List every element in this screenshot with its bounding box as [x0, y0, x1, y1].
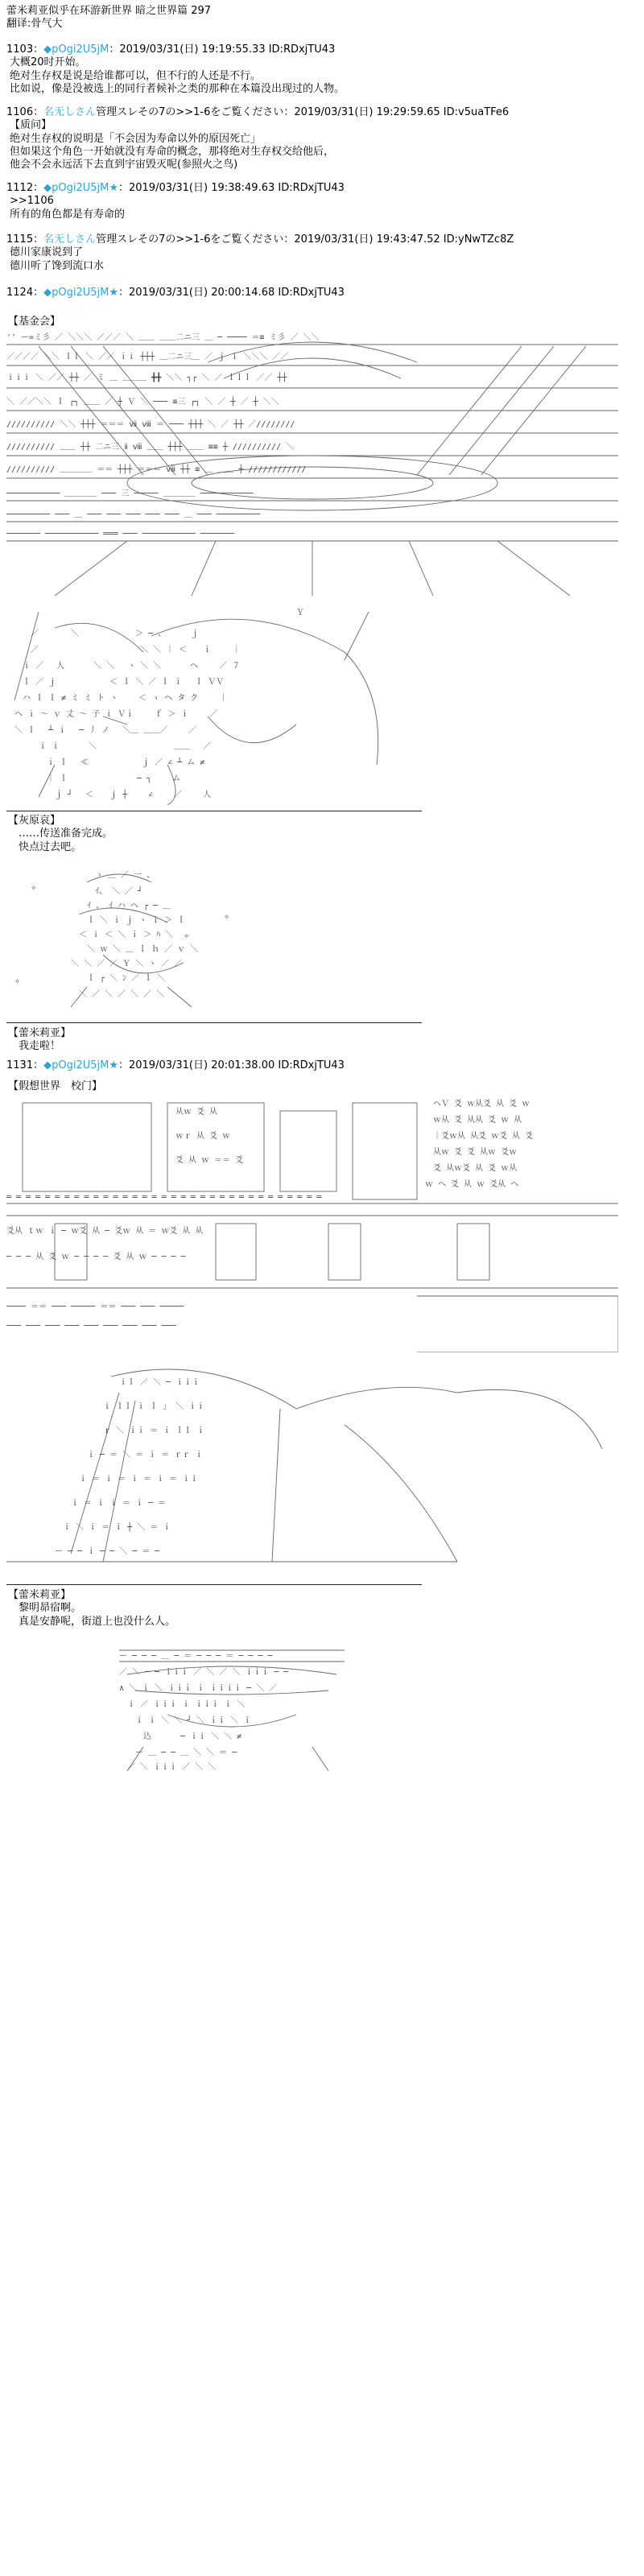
svg-text:////////// ＼＼ ┼┼┼ ＝＝＝ ⅶ ⅷ ＝ ──: ////////// ＼＼ ┼┼┼ ＝＝＝ ⅶ ⅷ ＝ ─── ┼┼┼ ＼ ／ ┼┼ ／//////// [6, 420, 295, 429]
svg-text:ｉｉｉ ＼ ／／ ┼┼ ／ ミ ＿ ＿＿＿ ╋╋ ＼＼ ┐┌: ｉｉｉ ＼ ／／ ┼┼ ／ ミ ＿ ＿＿＿ ╋╋ ＼＼ ┐┌ ＼ ／ ｌｌｌ ／／ ┼┼ [6, 374, 287, 382]
svg-text:ｉ ／ 人 ＼ ＼ ヽ ＼ ＼ ヘ ／: ｉ ／ 人 ＼ ＼ ヽ ＼ ＼ ヘ ／ ７ [23, 662, 241, 671]
caption-remilia-1: 【蕾米莉亚】 我走啦！ [8, 1027, 72, 1053]
svg-text:ー ─ ─ ─ ＿ ─ ＝ ─ ─ ─ ＝ ─ ─ ─ ─: ー ─ ─ ─ ＿ ─ ＝ ─ ─ ─ ＝ ─ ─ ─ ─ [119, 1652, 273, 1661]
post-header [6, 106, 634, 119]
separator [6, 1584, 422, 1585]
svg-text:ｒ ＼ ｉｉ ＝ ｉ ｌｌ ｉ: ｒ ＼ ｉｉ ＝ ｉ ｌｌ ｉ [103, 1426, 205, 1435]
svg-text:ｗ ヘ 爻 从 ｗ 爻从 ヘ: ｗ ヘ 爻 从 ｗ 爻从 ヘ [425, 1180, 519, 1189]
ascii-art-remilia-scythe [6, 1360, 618, 1578]
svg-text:＼ ｗ ＼ ＿ ｌ ｈ ／ ｖ ＼: ＼ ｗ ＼ ＿ ｌ ｈ ／ ｖ ＼ [87, 945, 199, 954]
svg-text:✧: ✧ [31, 881, 37, 893]
svg-text:＼ ／／＼＼ ｌ ┌┐ ＿＿ ／ ┼ Ｖ ＼ ─── ≡三: ＼ ／／＼＼ ｌ ┌┐ ＿＿ ／ ┼ Ｖ ＼ ─── ≡三 ┌┐ ＼ ／ ┼ ／ ┼ ＼＼ [6, 398, 279, 407]
svg-text:ｊ ┘ ＜ ｊ ┼ ∠ ／ 人: ｊ ┘ ＜ ｊ ┼ ∠ ／ 人 [55, 791, 212, 799]
svg-text:─── ─── ─── ─── ─── ─── ─── ──: ─── ─── ─── ─── ─── ─── ─── ─── ─── [6, 1322, 176, 1331]
star-icon: ★ [109, 287, 118, 299]
title-line-2: 翻译:骨气大 [6, 18, 63, 31]
post-1115 [6, 233, 634, 273]
post-meta: 管理スレその7の>>1-6をご覧ください：2019/03/31(日) 19:43:47.52 ID:yNwTZc8Z [96, 233, 514, 246]
svg-text:ｉ ｉ ＼ ＿＿ ／: ｉ ｉ ＼ ＿＿ ／ [39, 742, 212, 751]
svg-text:✧: ✧ [184, 930, 190, 941]
post-1124 [6, 287, 634, 299]
svg-text:／ ＼ ＼ ｜ ＜ ｉ ｜: ／ ＼ ＼ ｜ ＜ ｉ ｜ [31, 646, 241, 654]
poster-name: ◆pOgi2U5jM [43, 43, 109, 56]
post-number[interactable]: 1131： [6, 1059, 44, 1071]
ascii-art-foundation-hall [6, 330, 618, 596]
post-header [6, 182, 634, 195]
svg-text:＼ ｌ ┴ ｉ ─ 丿 ノ ＼＿ ＿＿／ ／: ＼ ｌ ┴ ｉ ─ 丿 ノ ＼＿ ＿＿／ ／ [14, 726, 197, 735]
caption-foundation: 【基金会】 [8, 316, 61, 328]
svg-text:ヽ ＿ ／ 一 、: ヽ ＿ ／ 一 、 [95, 871, 155, 880]
svg-text:ｌ ┌ ＼ ﾝ ／ ｌ ＼: ｌ ┌ ＼ ﾝ ／ ｌ ＼ [87, 974, 166, 983]
svg-text:Ｙ: Ｙ [296, 609, 304, 617]
svg-text:／ ＼ ＞ ─ 、 ｊ: ／ ＼ ＞ ─ 、 ｊ [31, 630, 200, 638]
svg-text:──── ＝＝ ─── ───── ＝＝ ─── ─── ─: ──── ＝＝ ─── ───── ＝＝ ─── ─── ───── [6, 1302, 184, 1311]
ascii-art-haibara-face [6, 604, 457, 805]
post-meta: ：2019/03/31(日) 19:38:49.63 ID:RDxjTU43 [118, 182, 345, 194]
poster-name: ◆pOgi2U5jM [43, 182, 109, 194]
svg-text:爻从 ｔｗ ｉ ─ ｗ爻 从 ─ 爻ｗ 从 ＝ ｗ爻 从 从: 爻从 ｔｗ ｉ ─ ｗ爻 从 ─ 爻ｗ 从 ＝ ｗ爻 从 从 [6, 1227, 204, 1236]
svg-text:｜爻ｗ从 从爻 ｗ爻 从 爻: ｜爻ｗ从 从爻 ｗ爻 从 爻 [433, 1132, 534, 1141]
svg-text:ハ ｌ ｌ ≠ ミ ミ ト ヽ ＜ ゝ ヘ タ ク: ハ ｌ ｌ ≠ ミ ミ ト ヽ ＜ ゝ ヘ タ ク ｜ [23, 694, 228, 703]
post-header [6, 43, 634, 56]
svg-text:ｲ、 ＼ ／ ┘: ｲ、 ＼ ／ ┘ [95, 887, 143, 896]
separator [6, 1022, 422, 1023]
svg-text:ｉ ＝ ｉ ｉ ＝ ｉ ─ ＝: ｉ ＝ ｉ ｉ ＝ ｉ ─ ＝ [71, 1499, 167, 1508]
svg-text:込 ─ ｉｉ ＼ ＼ ≠: 込 ─ ｉｉ ＼ ＼ ≠ [143, 1732, 242, 1741]
poster-name: 名无しさん [43, 106, 97, 118]
svg-text:ｉ ｉ ＼ ＼ ┘ ＼ ｉｉ ＼ ｉ: ｉ ｉ ＼ ＼ ┘ ＼ ｉｉ ＼ ｉ [135, 1716, 252, 1725]
svg-text:////////// ＿＿ ┼┼ 二ニ三 ⅱ ⅷ ＿＿ ┼┼: ////////// ＿＿ ┼┼ 二ニ三 ⅱ ⅷ ＿＿ ┼┼┼ ＿＿ ≡≡ ┼ ////////// ＼ [6, 443, 295, 452]
svg-text:ｉ ｌｌ ｉ ｌ 」 ＼ ｉｉ: ｉ ｌｌ ｉ ｌ 」 ＼ ｉｉ [103, 1402, 205, 1411]
post-body: 大概20时开始。 绝对生存权是说是给谁都可以，但不行的人还是不行。 比如说，像是没被选上的同行者候补之类的那种在本篇没出现过的人物。 [10, 56, 345, 95]
caption-haibara: 【灰原哀】 ……传送准备完成。 快点过去吧。 [8, 815, 114, 853]
post-body: >>1106 所有的角色都是有寿命的 [10, 195, 126, 221]
post-header [6, 1059, 634, 1072]
thread-title [6, 5, 634, 31]
post-body: 【质问】 绝对生存权的说明是「不会因为寿命以外的原因死亡」 但如果这个角色一开始就没有寿命的概念，那将绝对生存权交给他后， 他会不会永远活下去直到宇宙毁灭呢(参照火之鸟) [10, 119, 335, 171]
svg-text:─────────── ＿＿＿＿ ─── 三 ───── ＿: ─────────── ＿＿＿＿ ─── 三 ───── ＿＿＿＿ ─────────── [6, 489, 254, 498]
post-1106 [6, 106, 634, 171]
ascii-art-remilia-standing [6, 1642, 457, 1771]
post-number[interactable]: 1112： [6, 182, 44, 194]
post-header [6, 287, 634, 299]
svg-text:ー ＿ ─ ─ ＿ ＼ ＼ ＝ ─: ー ＿ ─ ─ ＿ ＼ ＼ ＝ ─ [135, 1748, 237, 1757]
svg-text:ｌ ＼ ｉ ｊ ヽ ｉ ＞ ｌ: ｌ ＼ ｉ ｊ ヽ ｉ ＞ ｌ [87, 916, 186, 925]
svg-text:───────── ─── ＿ ─── ─── ─── ──: ───────── ─── ＿ ─── ─── ─── ─── ─── ＿ ─── ───────── [6, 510, 261, 519]
svg-text:ｌ ／ ｊ ＜ ｌ ＼ ／ ｌ ｉ ｌ ＶＶ: ｌ ／ ｊ ＜ ｌ ＼ ／ ｌ ｉ ｌ ＶＶ [23, 678, 225, 687]
title-line-1: 蕾米莉亚似乎在环游新世界 暗之世界篇 297 [6, 5, 212, 17]
post-number[interactable]: 1103： [6, 43, 44, 56]
star-icon: ★ [109, 182, 118, 194]
post-header [6, 233, 634, 246]
svg-text:ｉ ─ ＝ ＼ ＝ ｉ ＝ ｒｒ ｉ: ｉ ─ ＝ ＼ ＝ ｉ ＝ ｒｒ ｉ [87, 1451, 204, 1459]
svg-text:ｲ 、 ｲ ハ ヘ ┌ ─ ＿: ｲ 、 ｲ ハ ヘ ┌ ─ ＿ [87, 902, 171, 910]
post-body: 德川家康说到了 德川听了馋到流口水 [10, 246, 105, 272]
post-number[interactable]: 1115： [6, 233, 44, 246]
svg-text:∧ ＼ ｉ ＼ ｉｉｉ ｉ ｉｉｉｉ ─ ＼ ／: ∧ ＼ ｉ ＼ ｉｉｉ ｉ ｉｉｉｉ ─ ＼ ／ [119, 1684, 278, 1693]
post-meta: 管理スレその7の>>1-6をご覧ください：2019/03/31(日) 19:29:59.65 ID:v5uaTFe6 [96, 106, 510, 118]
post-1103 [6, 43, 634, 96]
svg-text:ｉ ｌ ≪ ｊ ／ ∠ ┴ ム ≠: ｉ ｌ ≪ ｊ ／ ∠ ┴ ム ≠ [47, 758, 205, 767]
svg-text:爻 从 ｗ ＝＝ 爻: 爻 从 ｗ ＝＝ 爻 [175, 1156, 244, 1165]
svg-text:─ ─ ─ 从 爻 ｗ ─ ─ ─ ─ 爻 从 ｗ ─ ─: ─ ─ ─ 从 爻 ｗ ─ ─ ─ ─ 爻 从 ｗ ─ ─ ─ ─ [6, 1253, 186, 1261]
svg-text:＼ ＼ ／ ／ Ｙ ＼ ヽ ／ ／: ＼ ＼ ／ ／ Ｙ ＼ ヽ ／ ／ [71, 960, 183, 968]
svg-text:✧: ✧ [224, 910, 230, 922]
poster-name: ◆pOgi2U5jM [43, 1059, 109, 1071]
svg-text:─────── ─────────── ═══ ─── ──: ─────── ─────────── ═══ ─── ─────────── ─────── [6, 530, 234, 539]
svg-text:从ｗ 爻 爻 从ｗ 爻ｗ: 从ｗ 爻 爻 从ｗ 爻ｗ [433, 1148, 518, 1157]
svg-text:═ ═ ═ ═ ═ ═ ═ ═ ═ ═ ═ ═ ═ ═ ═: ═ ═ ═ ═ ═ ═ ═ ═ ═ ═ ═ ═ ═ ═ ═ ═ ═ ═ ═ ═ ═ ═ ═ ═ ═ ═ ═ ═ ═ ═ ═ ═ ═ [6, 1193, 322, 1202]
svg-text:////////// ＿＿＿＿ ＝＝ ┼┼┼ ＝＝＝ ⅷ ┼: ////////// ＿＿＿＿ ＝＝ ┼┼┼ ＝＝＝ ⅷ ┼┼ ≡ ＿ ＿＿ ┼ //////////// [6, 465, 307, 474]
svg-text:爻 从ｗ爻 从 爻 ｗ从: 爻 从ｗ爻 从 爻 ｗ从 [433, 1164, 518, 1173]
post-meta: ：2019/03/31(日) 20:00:14.68 ID:RDxjTU43 [118, 287, 345, 299]
svg-text:ｉ ＝ ｉ ＝ ｉ ＝ ｉ ＝ ｉｉ: ｉ ＝ ｉ ＝ ｉ ＝ ｉ ＝ ｉｉ [79, 1475, 199, 1484]
post-1131 [6, 1059, 634, 1072]
svg-text:ｉ ＼ ｉ ＝ ｉ ┼ ＼ ＝ ｉ: ｉ ＼ ｉ ＝ ｉ ┼ ＼ ＝ ｉ [63, 1523, 171, 1532]
star-icon: ★ [109, 1059, 118, 1071]
svg-text:ｗ从 爻 从从 爻 ｗ 从: ｗ从 爻 从从 爻 ｗ 从 [433, 1116, 522, 1125]
svg-text:｜ ｌ ─ ┐ ム: ｜ ｌ ─ ┐ ム [47, 774, 181, 783]
svg-text:＼ ／ ＼ ／ ＼ ／ ＼: ＼ ／ ＼ ／ ＼ ／ ＼ [79, 990, 165, 999]
svg-text:ヘ ｉ ～ ｖ 丈 ～ 子 ｉ Ｖｉ ｆ ＞ ｉ ／: ヘ ｉ ～ ｖ 丈 ～ 子 ｉ Ｖｉ ｆ ＞ ｉ ／ [14, 710, 218, 719]
svg-text:ｉ ／ ｉｉｉ ｉ ｉｉｉ ｉ ＼: ｉ ／ ｉｉｉ ｉ ｉｉｉ ｉ ＼ [127, 1700, 246, 1709]
svg-text:ｗｒ 从 爻 ｗ: ｗｒ 从 爻 ｗ [175, 1132, 231, 1141]
poster-name: ◆pOgi2U5jM [43, 287, 109, 299]
svg-text:／ ＼ ｉｉｉ ／ ＼ ＼: ／ ＼ ｉｉｉ ／ ＼ ＼ [127, 1763, 217, 1771]
svg-text:／／／／ ＼＼ ｌｌ ＼ ／／ ｉｉ ┼┼┼ ＿二ニ三＿ ／: ／／／／ ＼＼ ｌｌ ＼ ／／ ｉｉ ┼┼┼ ＿二ニ三＿ ／ ｊ ｉ ＼＼＼ ／／ [6, 353, 289, 361]
post-meta: ：2019/03/31(日) 20:01:38.00 ID:RDxjTU43 [118, 1059, 345, 1071]
caption-remilia-2: 【蕾米莉亚】 黎明昴宿啊。 真是安静呢，街道上也没什么人。 [8, 1589, 176, 1628]
post-number[interactable]: 1124： [6, 287, 44, 299]
svg-text:ｉｌ ／ ＼ ─ ｉｉｉ: ｉｌ ／ ＼ ─ ｉｉｉ [119, 1378, 200, 1387]
svg-text:ー ─ ─ ｉ ─ ─ ＼ ─ ＝ ─: ー ─ ─ ｉ ─ ─ ＼ ─ ＝ ─ [55, 1547, 160, 1556]
svg-text:'' ー=ミ彡 ／ ＼＼＼ ／／／ ＼ ＿＿ ＿＿二ニ三 ＿: '' ー=ミ彡 ／ ＼＼＼ ／／／ ＼ ＿＿ ＿＿二ニ三 ＿ ─ ──── ＝≡ ミ彡 ／ ＼＼ [6, 333, 320, 342]
post-meta: ：2019/03/31(日) 19:19:55.33 ID:RDxjTU43 [109, 43, 336, 56]
post-number[interactable]: 1106： [6, 106, 44, 118]
svg-text:＜ ｉ ＜ ＼ ｉ ＞ ﾊ ＼: ＜ ｉ ＜ ＼ ｉ ＞ ﾊ ＼ [79, 931, 174, 939]
svg-text:ヘＶ 爻 ｗ从爻 从 爻 ｗ: ヘＶ 爻 ｗ从爻 从 爻 ｗ [433, 1100, 530, 1108]
post-1112 [6, 182, 634, 221]
svg-text:✧: ✧ [14, 975, 21, 986]
caption-school-gate: 【假想世界 校门】 [8, 1080, 103, 1092]
svg-text:从ｗ 爻 从: 从ｗ 爻 从 [175, 1108, 218, 1117]
ascii-art-school-gate [6, 1095, 618, 1352]
ascii-art-remilia-leaving [6, 866, 272, 1011]
poster-name: 名无しさん [43, 233, 97, 246]
svg-text:／ ＼ ─ ─ ｉｉｉ ／ ＼ ／ ＼ ｉｉｉ ─ ─: ／ ＼ ─ ─ ｉｉｉ ／ ＼ ／ ＼ ｉｉｉ ─ ─ [119, 1668, 289, 1677]
